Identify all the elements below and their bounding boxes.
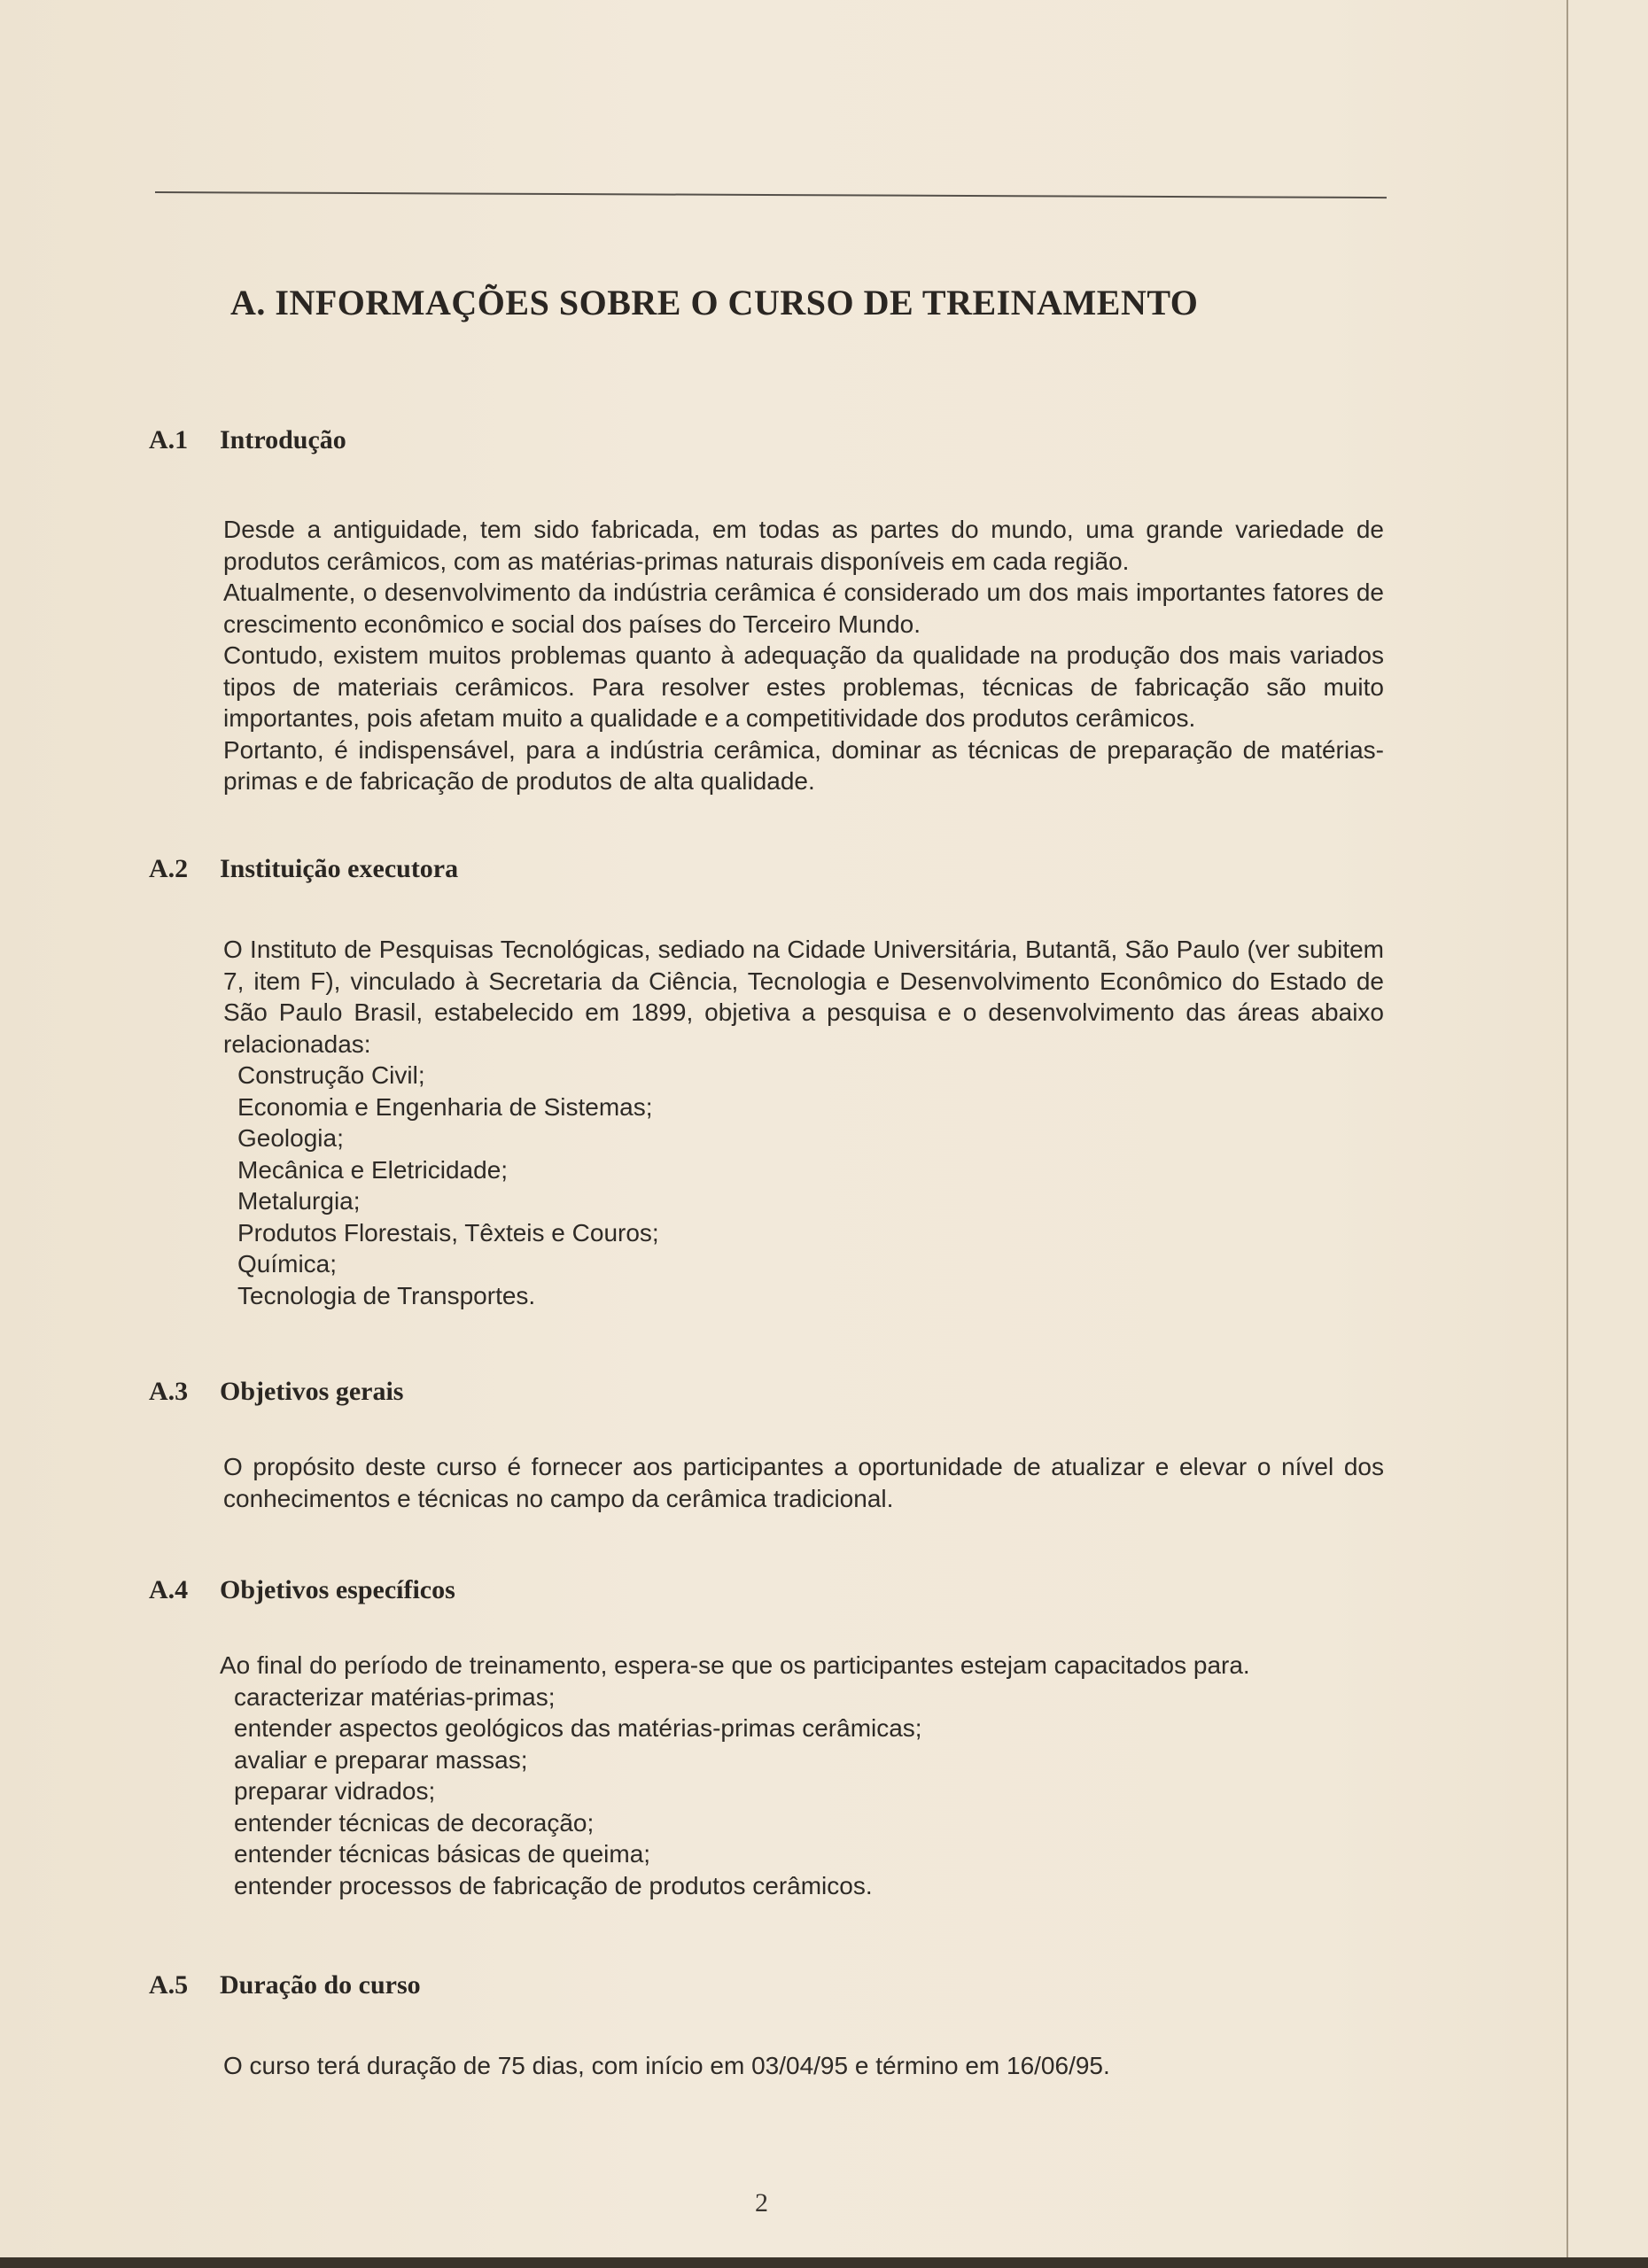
list-item: caracterizar matérias-primas; [234,1682,556,1711]
scan-bottom-edge [0,2257,1648,2268]
section-duracao-do-curso [149,1970,1389,2082]
section-title: Instituição executora [220,854,459,883]
section-title: Introdução [220,425,346,454]
section-number: A.2 [149,854,189,883]
binding-flap [1568,0,1648,2257]
page-number: 2 [755,2188,768,2218]
paragraph: O propósito deste curso é fornecer aos participantes a oportunidade de atualizar e elevar o nível dos conhecimentos e técnicas no campo da cerâmica tradicional. [223,1453,1384,1512]
list-item: Economia e Engenharia de Sistemas; [237,1092,653,1121]
section-instituicao-executora [149,854,1389,1311]
list-item: Produtos Florestais, Têxteis e Couros; [237,1218,659,1247]
section-title: Objetivos específicos [220,1575,455,1604]
paragraph: Ao final do período de treinamento, espera-se que os participantes estejam capacitados para. [220,1651,1250,1679]
section-heading [149,1575,1389,1605]
section-heading [149,1377,1389,1407]
list-item: entender técnicas básicas de queima; [234,1840,651,1868]
paragraph: Desde a antiguidade, tem sido fabricada, em todas as partes do mundo, uma grande variedade de produtos cerâmicos, com as matérias-primas naturais disponíveis em cada região. [223,516,1384,575]
section-title: Objetivos gerais [220,1377,404,1406]
list-item: preparar vidrados; [234,1777,436,1805]
list-item: Construção Civil; [237,1061,425,1089]
paragraph: Contudo, existem muitos problemas quanto à adequação da qualidade na produção dos mais variados tipos de materiais cerâmicos. Para resolver estes problemas, técnicas de fabricação são muito importantes, pois afetam muito a qualidade e a competitividade dos produtos cerâmicos. [223,641,1384,732]
section-heading [149,1970,1389,2000]
list-item: Mecânica e Eletricidade; [237,1155,509,1184]
header-rule [155,191,1387,198]
list-item: entender processos de fabricação de produtos cerâmicos. [234,1871,873,1899]
paragraph: Atualmente, o desenvolvimento da indústria cerâmica é considerado um dos mais importantes fatores de crescimento econômico e social dos países do Terceiro Mundo. [223,579,1384,638]
section-number: A.4 [149,1575,189,1604]
section-body [223,1451,1384,1514]
section-number: A.5 [149,1970,189,2000]
section-objetivos-gerais [149,1377,1389,1514]
document-title: A. INFORMAÇÕES SOBRE O CURSO DE TREINAMENTO [230,283,1199,322]
list-item: entender aspectos geológicos das matérias-primas cerâmicas; [234,1714,922,1742]
areas-list [223,1060,1384,1311]
list-item: Tecnologia de Transportes. [237,1281,536,1309]
section-introducao [149,425,1389,797]
section-title: Duração do curso [220,1970,421,2000]
section-heading [149,425,1389,455]
paragraph: O Instituto de Pesquisas Tecnológicas, sediado na Cidade Universitária, Butantã, São Paulo (ver subitem 7, item F), vinculado à Secretaria da Ciência, Tecnologia e Desenvolvimento Econômico do Estado de São Paulo Brasil, estabelecido em 1899, objetiva a pesquisa e o desenvolvimento das áreas abaixo relacionadas: [223,936,1384,1058]
objectives-list [220,1682,1380,1902]
paragraph: O curso terá duração de 75 dias, com início em 03/04/95 e término em 16/06/95. [223,2052,1110,2079]
section-number: A.3 [149,1377,189,1406]
binding-fold-line [1566,0,1568,2257]
list-item: Geologia; [237,1124,344,1152]
paragraph: Portanto, é indispensável, para a indústria cerâmica, dominar as técnicas de preparação de matérias-primas e de fabricação de produtos de alta qualidade. [223,735,1384,795]
section-number: A.1 [149,425,189,454]
list-item: Química; [237,1250,338,1278]
section-body [223,2050,1384,2082]
list-item: avaliar e preparar massas; [234,1745,528,1774]
section-heading [149,854,1389,884]
section-body [223,514,1384,797]
section-objetivos-especificos [149,1575,1389,1901]
list-item: Metalurgia; [237,1187,361,1215]
list-item: entender técnicas de decoração; [234,1808,595,1837]
section-body [223,934,1384,1311]
section-body [220,1650,1380,1901]
